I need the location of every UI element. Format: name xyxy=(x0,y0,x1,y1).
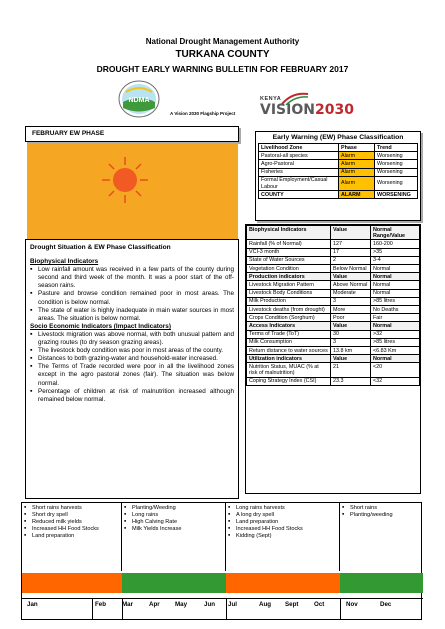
list-item: ▪ Planting/Weeding xyxy=(124,505,223,512)
indicator-cell: State of Water Sources xyxy=(247,256,331,264)
bio-indicators-title: Biophysical Indicators xyxy=(30,258,99,266)
phase-cell: Alarm xyxy=(339,152,375,160)
list-item: ▪ Distances to both grazing-water and household-water increased. xyxy=(30,355,234,363)
list-item: ▪ Milk Yields Increase xyxy=(124,526,223,533)
month-divider xyxy=(92,598,93,620)
value-cell: 21 xyxy=(331,363,371,377)
drought-situation-panel xyxy=(25,239,239,499)
value-cell: More xyxy=(331,306,371,314)
phase-cell: Alarm xyxy=(339,176,375,190)
header-cell: Access Indicators xyxy=(247,322,331,330)
header-cell: Trend xyxy=(375,144,418,152)
month-divider xyxy=(226,598,227,620)
sun-icon xyxy=(27,143,238,239)
month-label: Jun xyxy=(204,601,216,608)
list-item: ▪ The livestock body condition was poor in most areas of the county. xyxy=(30,347,234,355)
table-row xyxy=(247,240,420,248)
value-cell: 30 xyxy=(331,330,371,338)
list-item: ▪ Livestock migration was above normal, with both unusual pattern and grazing routes (to dry season grazing areas). xyxy=(30,331,234,347)
table-row xyxy=(247,347,420,355)
table-row xyxy=(259,152,418,160)
normal-cell: <6.83 Km xyxy=(371,347,420,355)
phase-cell: Alarm xyxy=(339,168,375,176)
list-item: ▪ Planting/weeding xyxy=(342,512,421,519)
value-cell: 127 xyxy=(331,240,371,248)
header-cell: Phase xyxy=(339,144,375,152)
indicator-cell: Terms of Trade (ToT) xyxy=(247,330,331,338)
list-item: ▪ Long rains xyxy=(124,512,223,519)
table-row xyxy=(247,338,420,346)
value-cell: Below Normal xyxy=(331,265,371,273)
header-cell: Normal xyxy=(371,355,420,363)
indicator-cell: Livestock deaths (from drought) xyxy=(247,306,331,314)
table-row xyxy=(247,289,420,297)
ndma-logo xyxy=(118,80,160,118)
phase-cell: Alarm xyxy=(339,160,375,168)
month-label: Feb xyxy=(95,601,107,608)
header-cell: Biophysical Indicators xyxy=(247,226,331,240)
list-item: ▪ Short dry spell xyxy=(24,512,119,519)
value-cell: 13.8 km xyxy=(331,347,371,355)
zone-cell: Agro-Pastoral xyxy=(259,160,339,168)
table-row xyxy=(247,281,420,289)
county-title: TURKANA COUNTY xyxy=(175,49,270,60)
section-header-row xyxy=(247,226,420,240)
calendar-activities-3 xyxy=(226,503,340,571)
wet-season-bar xyxy=(340,573,423,593)
normal-cell: >35 xyxy=(371,248,420,256)
value-cell: 2 xyxy=(331,256,371,264)
flagship-tagline: A Vision 2030 Flagship Project xyxy=(170,111,236,116)
list-item: ▪ Kidding (Sept) xyxy=(228,533,337,540)
indicator-cell: Livestock Body Conditions xyxy=(247,289,331,297)
socio-list xyxy=(30,331,234,404)
vision-text: VISION xyxy=(260,102,315,118)
table-row xyxy=(247,330,420,338)
trend-cell: Worsening xyxy=(375,168,418,176)
list-item: ▪ Short rains xyxy=(342,505,421,512)
section-header-row xyxy=(247,322,420,330)
month-label: Mar xyxy=(122,601,134,608)
value-cell: 17 xyxy=(331,248,371,256)
table-row xyxy=(259,160,418,168)
indicator-cell: Return distance to water sources xyxy=(247,347,331,355)
section-header-row xyxy=(247,273,420,281)
dry-season-bar xyxy=(226,573,340,593)
month-label: Jan xyxy=(27,601,38,608)
header-cell: Normal xyxy=(371,322,420,330)
dry-season-bar xyxy=(22,573,122,593)
table-row xyxy=(247,377,420,385)
header-cell: Livelihood Zone xyxy=(259,144,339,152)
calendar-activities-4 xyxy=(340,503,423,571)
list-item: ▪ The state of water is highly inadequate in main water sources in most areas. The situation is below normal. xyxy=(30,307,234,323)
bulletin-title: DROUGHT EARLY WARNING BULLETIN FOR FEBRUARY 2017 xyxy=(96,64,349,74)
list-item: ▪ The Terms of Trade recorded were poor in all the livelihood zones except in the agro pastoral zones (fair). The situation was below normal. xyxy=(30,363,234,387)
normal-cell: Normal xyxy=(371,289,420,297)
section-header-row xyxy=(247,355,420,363)
normal-cell: <32 xyxy=(371,377,420,385)
value-cell: 3 xyxy=(331,297,371,305)
table-row xyxy=(247,314,420,322)
indicator-cell: Milk Consumption xyxy=(247,338,331,346)
list-item: ▪ High Calving Rate xyxy=(124,519,223,526)
ew-classification-title: Early Warning (EW) Phase Classification xyxy=(272,134,404,141)
table-row xyxy=(247,265,420,273)
normal-cell: >85 litres xyxy=(371,297,420,305)
list-item: ▪ Percentage of children at risk of malnutrition increased although remained below normal. xyxy=(30,388,234,404)
phase-map-area xyxy=(27,143,238,239)
indicator-cell: Nutrition Status, MUAC (% at risk of malnutrition) xyxy=(247,363,331,377)
month-label: Jul xyxy=(228,601,237,608)
value-cell: Above Normal xyxy=(331,281,371,289)
phase-box-title: FEBRUARY EW PHASE xyxy=(25,126,239,142)
normal-cell: >85 litres xyxy=(371,338,420,346)
indicator-cell: Milk Production xyxy=(247,297,331,305)
value-cell: Poor xyxy=(331,314,371,322)
list-item: ▪ Land preparation xyxy=(228,519,337,526)
header-cell: Value xyxy=(331,273,371,281)
calendar-activities-1 xyxy=(22,503,122,571)
header-cell: Value xyxy=(331,226,371,240)
indicator-cell: Crops Condition (Sorghum) xyxy=(247,314,331,322)
indicators-panel xyxy=(245,224,421,494)
trend-cell: Worsening xyxy=(375,152,418,160)
county-row xyxy=(259,191,418,199)
value-cell: 23.3 xyxy=(331,377,371,385)
vision-year: 2030 xyxy=(314,102,354,118)
header-cell: Utilization indicators xyxy=(247,355,331,363)
table-row xyxy=(247,256,420,264)
header-cell: Value xyxy=(331,355,371,363)
trend-cell: WORSENING xyxy=(375,191,418,199)
situation-title: Drought Situation & EW Phase Classification xyxy=(30,244,171,251)
indicators-table xyxy=(246,225,420,386)
list-item: ▪ Short rains harvests xyxy=(24,505,119,512)
header-cell: Normal Range/Value xyxy=(371,226,420,240)
indicator-cell: Coping Strategy Index (CSI) xyxy=(247,377,331,385)
normal-cell: Normal xyxy=(371,281,420,289)
kenya-label: KENYA xyxy=(260,96,282,102)
month-label: Nov xyxy=(346,601,358,608)
value-cell: Moderate xyxy=(331,289,371,297)
table-row xyxy=(247,306,420,314)
month-label: Oct xyxy=(314,601,325,608)
month-label: May xyxy=(175,601,188,608)
indicator-cell: VCI-3 month xyxy=(247,248,331,256)
zone-cell: Formal Employment/Casual Labour xyxy=(259,176,339,190)
list-item: ▪ Increased HH Food Stocks xyxy=(24,526,119,533)
wet-season-bar xyxy=(122,573,226,593)
ew-classification-table xyxy=(258,143,418,199)
value-cell: 3 xyxy=(331,338,371,346)
list-item: ▪ Reduced milk yields xyxy=(24,519,119,526)
month-label: Apr xyxy=(149,601,160,608)
table-row xyxy=(259,176,418,190)
zone-cell: Fisheries xyxy=(259,168,339,176)
zone-cell: Pastoral-all species xyxy=(259,152,339,160)
vision-label xyxy=(260,102,354,118)
trend-cell: Worsening xyxy=(375,176,418,190)
list-item: ▪ Low rainfall amount was received in a few parts of the county during second and third week of the month. It was a poor start of the off-season rains. xyxy=(30,266,234,290)
socio-indicators-title: Socio Economic Indicators (Impact Indicators) xyxy=(30,322,171,330)
month-label: Dec xyxy=(380,601,392,608)
list-item: ▪ Increased HH Food Stocks xyxy=(228,526,337,533)
ew-classification-panel xyxy=(255,131,421,221)
table-row xyxy=(247,248,420,256)
table-row xyxy=(247,297,420,305)
table-row xyxy=(259,168,418,176)
zone-cell: COUNTY xyxy=(259,191,339,199)
header-cell: Normal xyxy=(371,273,420,281)
org-name: National Drought Management Authority xyxy=(145,37,300,46)
phase-cell: ALARM xyxy=(339,191,375,199)
header-cell: Value xyxy=(331,322,371,330)
list-item: ▪ A long dry spell xyxy=(228,512,337,519)
normal-cell: Fair xyxy=(371,314,420,322)
normal-cell: 160-200 xyxy=(371,240,420,248)
table-row xyxy=(247,363,420,377)
list-item: ▪ Land preparation xyxy=(24,533,119,540)
header-cell: Production indicators xyxy=(247,273,331,281)
list-item: ▪ Pasture and browse condition remained poor in most areas. The condition is below normal. xyxy=(30,290,234,306)
month-label: Aug xyxy=(259,601,272,608)
vision-2030-logo xyxy=(260,92,354,120)
table-header-row xyxy=(259,144,418,152)
normal-cell: No Deaths xyxy=(371,306,420,314)
normal-cell: >32 xyxy=(371,330,420,338)
normal-cell: <20 xyxy=(371,363,420,377)
indicator-cell: Rainfall (% of Normal) xyxy=(247,240,331,248)
seasonal-calendar xyxy=(21,502,422,620)
list-item: ▪ Long rains harvests xyxy=(228,505,337,512)
indicator-cell: Livestock Migration Pattern xyxy=(247,281,331,289)
calendar-divider xyxy=(22,598,423,599)
month-divider xyxy=(340,598,341,620)
bio-list xyxy=(30,266,234,323)
normal-cell: 3-4 xyxy=(371,256,420,264)
trend-cell: Worsening xyxy=(375,160,418,168)
month-label: Sept xyxy=(285,601,299,608)
indicator-cell: Vegetation Condition xyxy=(247,265,331,273)
calendar-activities-2 xyxy=(122,503,226,571)
normal-cell: Normal xyxy=(371,265,420,273)
ndma-logo-text: NDMA xyxy=(128,97,150,104)
